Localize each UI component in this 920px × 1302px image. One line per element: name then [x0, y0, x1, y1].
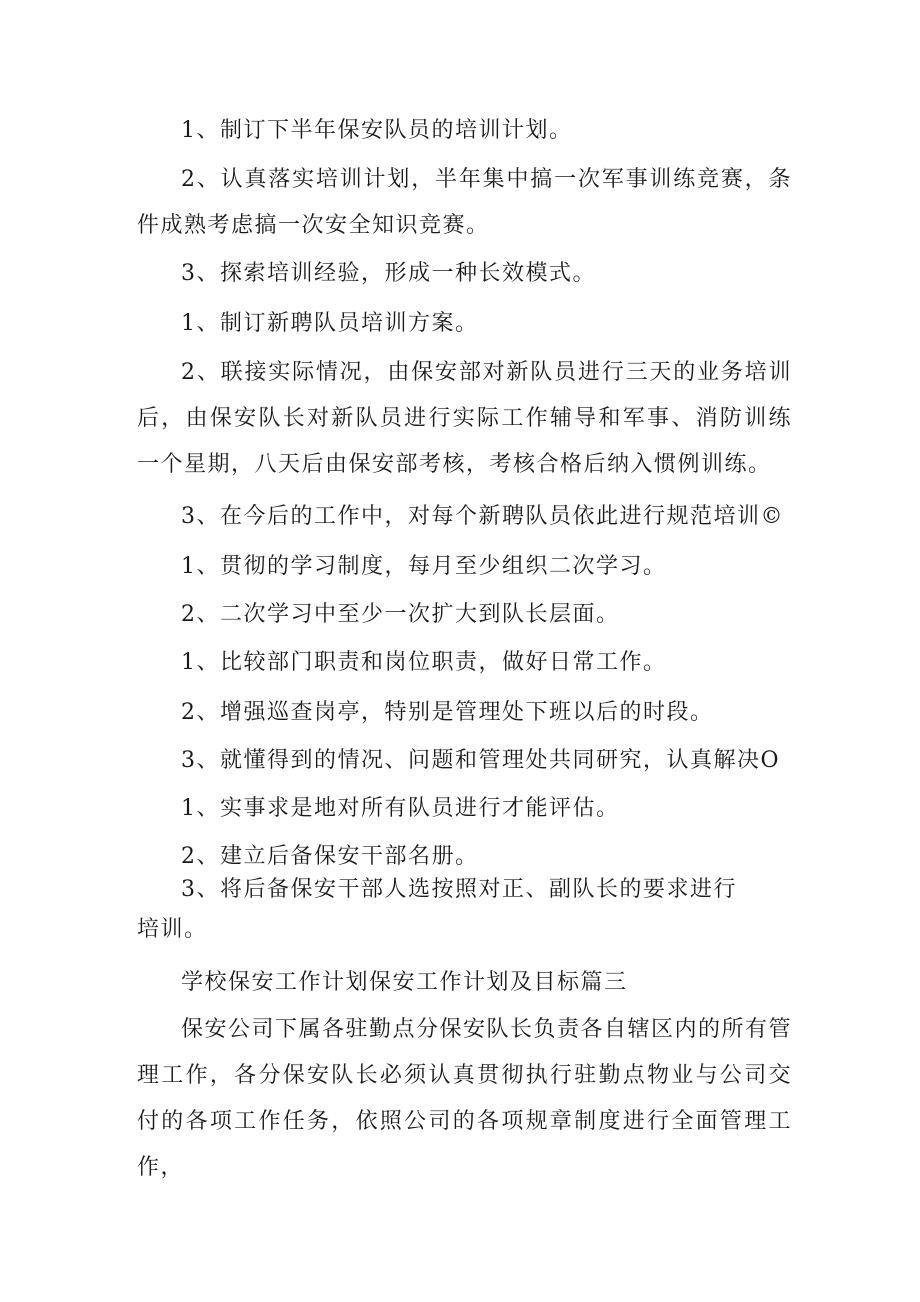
paragraph-16: 保安公司下属各驻勤点分保安队长负责各自辖区内的所有管理工作，各分保安队长必须认真贯彻执行驻勤点物业与公司交付的各项工作任务，依照公司的各项规章制度进行全面管理工作， [137, 1017, 793, 1180]
paragraph-2: 2、认真落实培训计划，半年集中搞一次军事训练竞赛，条件成熟考虑搞一次安全知识竞赛。 [137, 167, 792, 238]
paragraph-12: 1、实事求是地对所有队员进行才能评估。 [181, 796, 620, 821]
paragraph-11: 3、就懂得到的情况、问题和管理处共同研究，认真解决O [181, 748, 781, 773]
paragraph-15: 学校保安工作计划保安工作计划及目标篇三 [181, 970, 628, 995]
paragraph-9: 1、比较部门职责和岗位职责，做好日常工作。 [181, 650, 667, 675]
paragraph-8: 2、二次学习中至少一次扩大到队长层面。 [181, 602, 620, 627]
paragraph-7: 1、贯彻的学习制度，每月至少组织二次学习。 [181, 554, 667, 579]
paragraph-3: 3、探索培训经验，形成一种长效模式。 [181, 261, 596, 286]
paragraph-6: 3、在今后的工作中，对每个新聘队员依此进行规范培训© [181, 504, 784, 529]
paragraph-1: 1、制订下半年保安队员的培训计划。 [181, 118, 573, 143]
paragraph-14: 3、将后备保安干部人选按照对正、副队长的要求进行培训。 [137, 877, 737, 942]
paragraph-4: 1、制订新聘队员培训方案。 [181, 311, 479, 336]
paragraph-10: 2、增强巡查岗亭，特别是管理处下班以后的时段。 [181, 700, 714, 725]
paragraph-5: 2、联接实际情况，由保安部对新队员进行三天的业务培训后，由保安队长对新队员进行实际工作辅导和军事、消防训练一个星期，八天后由保安部考核，考核合格后纳入惯例训练。 [137, 360, 792, 477]
paragraph-13: 2、建立后备保安干部名册。 [181, 844, 479, 869]
